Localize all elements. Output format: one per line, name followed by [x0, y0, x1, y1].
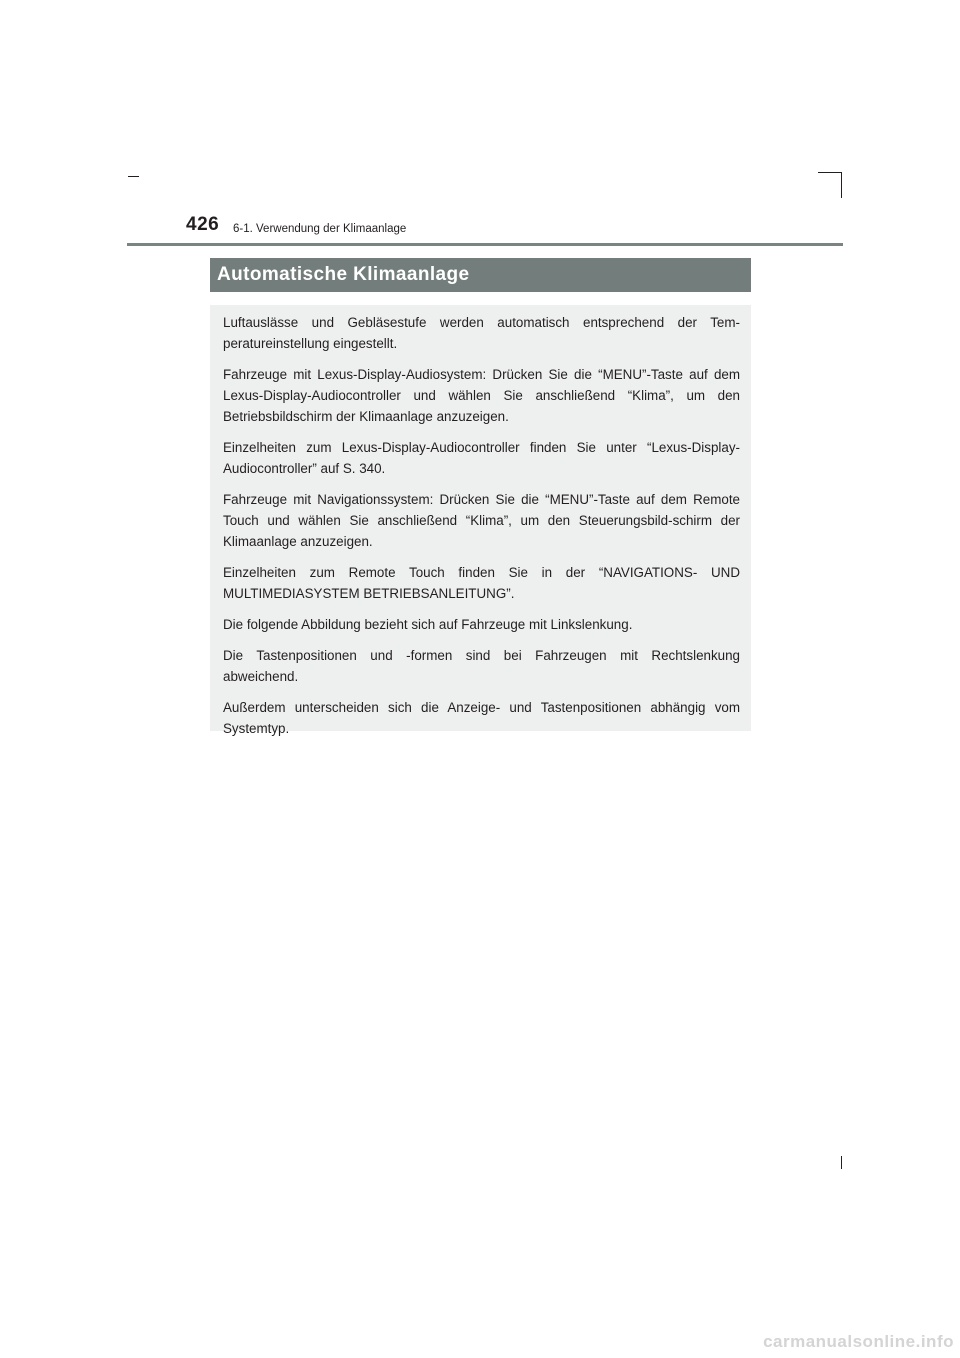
- crop-mark-top-left: [128, 176, 139, 177]
- paragraph: Außerdem unterscheiden sich die Anzeige- und Tastenpositionen abhängig vom Systemtyp.: [223, 700, 740, 736]
- crop-mark-top-right-vertical: [841, 172, 842, 198]
- watermark: carmanualsonline.info: [763, 1332, 954, 1351]
- paragraph: Einzelheiten zum Remote Touch finden Sie in der “NAVIGATIONS- UND MULTIMEDIASYSTEM BETRIEBSANLEITUNG”.: [223, 565, 740, 601]
- paragraph: Luftauslässe und Gebläsestufe werden automatisch entsprechend der Tem-peratureinstellung eingestellt.: [223, 315, 740, 351]
- section-heading-bar: [210, 258, 751, 292]
- paragraph: Fahrzeuge mit Lexus-Display-Audiosystem: Drücken Sie die “MENU”-Taste auf dem Lexus-Display-Audiocontroller und wählen Sie anschließend “Klima”, um den Betriebsbildschirm der Klimaanlage anzuzeigen.: [223, 367, 740, 424]
- intro-text-box: [210, 305, 751, 736]
- crop-mark-bottom-right: [841, 1156, 842, 1169]
- crop-mark-top-right-horizontal: [818, 172, 842, 173]
- paragraph: Fahrzeuge mit Navigationssystem: Drücken Sie die “MENU”-Taste auf dem Remote Touch und wählen Sie anschließend “Klima”, um den Steuerungsbild-schirm der Klimaanlage anzuzeigen.: [223, 492, 740, 549]
- header-divider: [127, 243, 843, 246]
- section-title: 6-1. Verwendung der Klimaanlage: [233, 223, 407, 235]
- section-heading: Automatische Klimaanlage: [217, 264, 470, 285]
- page-number: 426: [186, 214, 220, 235]
- paragraph: Die Tastenpositionen und -formen sind bei Fahrzeugen mit Rechtslenkung abweichend.: [223, 648, 740, 684]
- paragraph: Einzelheiten zum Lexus-Display-Audiocontroller finden Sie unter “Lexus-Display-Audiocontroller” auf S. 340.: [223, 440, 740, 476]
- paragraph: Die folgende Abbildung bezieht sich auf Fahrzeuge mit Linkslenkung.: [223, 617, 633, 632]
